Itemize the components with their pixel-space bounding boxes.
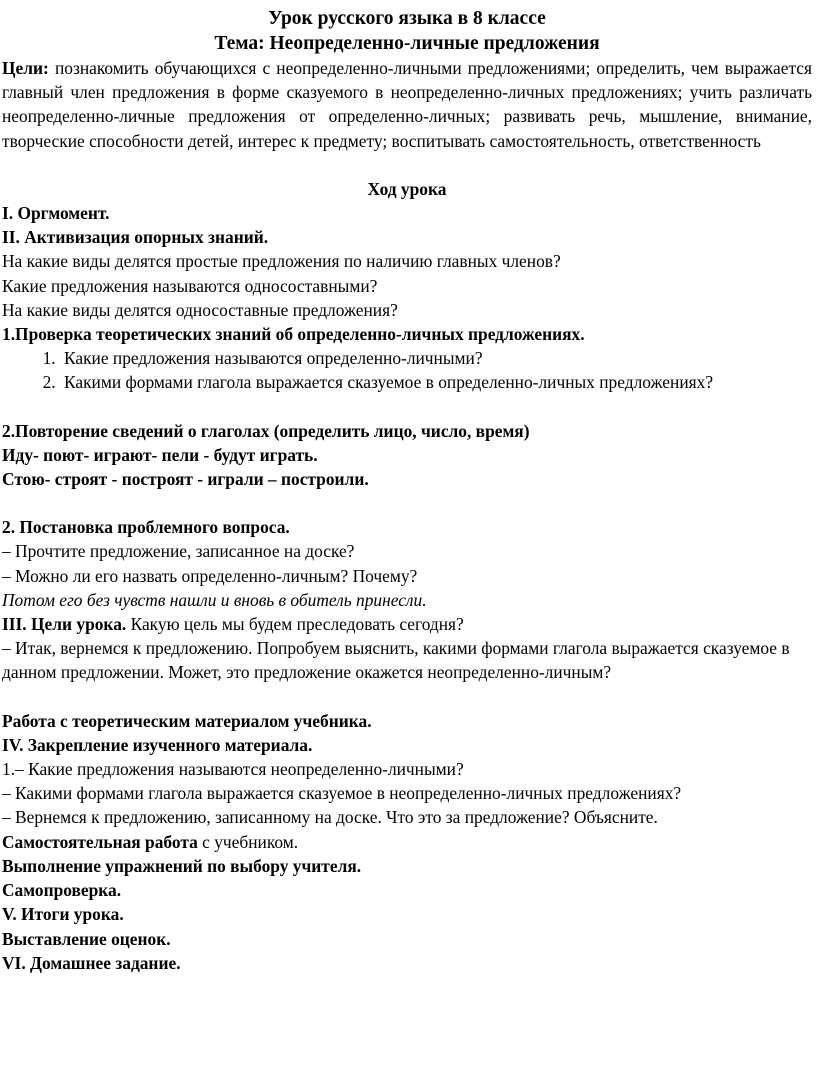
question-line: На какие виды делятся односоставные предложения? bbox=[2, 299, 398, 320]
section-4-line: – Какими формами глагола выражается сказуемое в неопределенно-личных предложениях? bbox=[2, 783, 682, 804]
theory-heading: Работа с теоретическим материалом учебника. bbox=[2, 710, 372, 731]
spacer bbox=[2, 685, 812, 709]
section-3-paragraph: – Итак, вернемся к предложению. Попробуем выяснить, какими формами глагола выражается сказуемое в данном предложении. Может, это предложение окажется неопределенно-личным? bbox=[2, 638, 790, 683]
section-3-heading: III. Цели урока. bbox=[2, 614, 127, 635]
section-3-text: Какую цель мы будем преследовать сегодня? bbox=[126, 614, 464, 635]
list-item: 2. Какими формами глагола выражается сказуемое в определенно-личных предложениях? bbox=[60, 370, 812, 394]
section-3-line bbox=[2, 612, 812, 636]
spacer bbox=[2, 491, 812, 515]
exercises-line: Выполнение упражнений по выбору учителя. bbox=[2, 855, 362, 876]
course-heading: Ход урока bbox=[367, 178, 447, 199]
problem-question: – Можно ли его назвать определенно-личным? Почему? bbox=[2, 565, 418, 586]
spacer bbox=[2, 153, 812, 177]
question-line: Какие предложения называются односоставными? bbox=[2, 275, 378, 296]
list-item: 1. Какие предложения называются определенно-личными? bbox=[60, 346, 812, 370]
lesson-title: Урок русского языка в 8 классе bbox=[268, 8, 546, 29]
verbs-line: Стою- строят - построят - играли – построили. bbox=[2, 469, 369, 490]
question-line: На какие виды делятся простые предложения по наличию главных членов? bbox=[2, 251, 561, 272]
section-4-line: – Вернемся к предложению, записанному на доске. Что это за предложение? Объясните. bbox=[2, 807, 658, 828]
spacer bbox=[2, 395, 812, 419]
verbs-heading: 2.Повторение сведений о глаголах (определить лицо, число, время) bbox=[2, 420, 530, 441]
section-4-line: 1.– Какие предложения называются неопределенно-личными? bbox=[2, 759, 464, 780]
problem-question: – Прочтите предложение, записанное на доске? bbox=[2, 541, 355, 562]
check-heading: 1.Проверка теоретических знаний об определенно-личных предложениях. bbox=[2, 324, 585, 345]
section-2-heading: II. Активизация опорных знаний. bbox=[2, 227, 269, 248]
board-sentence: Потом его без чувств нашли и вновь в обитель принесли. bbox=[2, 589, 427, 610]
goals-label: Цели: bbox=[2, 58, 49, 78]
goals-paragraph bbox=[2, 56, 812, 153]
lesson-topic: Тема: Неопределенно-личные предложения bbox=[214, 33, 600, 54]
verbs-line: Иду- поют- играют- пели - будут играть. bbox=[2, 444, 318, 465]
self-work-label: Самостоятельная работа bbox=[2, 831, 198, 852]
selfcheck-line: Самопроверка. bbox=[2, 880, 122, 901]
self-work-line bbox=[2, 830, 812, 854]
grades-line: Выставление оценок. bbox=[2, 928, 171, 949]
check-list bbox=[2, 346, 812, 394]
problem-heading: 2. Постановка проблемного вопроса. bbox=[2, 517, 290, 538]
goals-text: познакомить обучающихся с неопределенно-личными предложениями; определить, чем выражается главный член предложения в форме сказуемого в неопределенно-личных предложениях; учить различать неопределенно-личные предложения от определенно-личных; развивать речь, мышление, внимание, творческие способности детей, интерес к предмету; воспитывать самостоятельность, ответственность bbox=[2, 58, 812, 151]
section-4-heading: IV. Закрепление изученного материала. bbox=[2, 734, 313, 755]
self-work-text: с учебником. bbox=[197, 831, 299, 852]
section-6-heading: VI. Домашнее задание. bbox=[2, 952, 181, 973]
section-5-heading: V. Итоги урока. bbox=[2, 904, 124, 925]
section-1-heading: I. Оргмомент. bbox=[2, 203, 110, 224]
